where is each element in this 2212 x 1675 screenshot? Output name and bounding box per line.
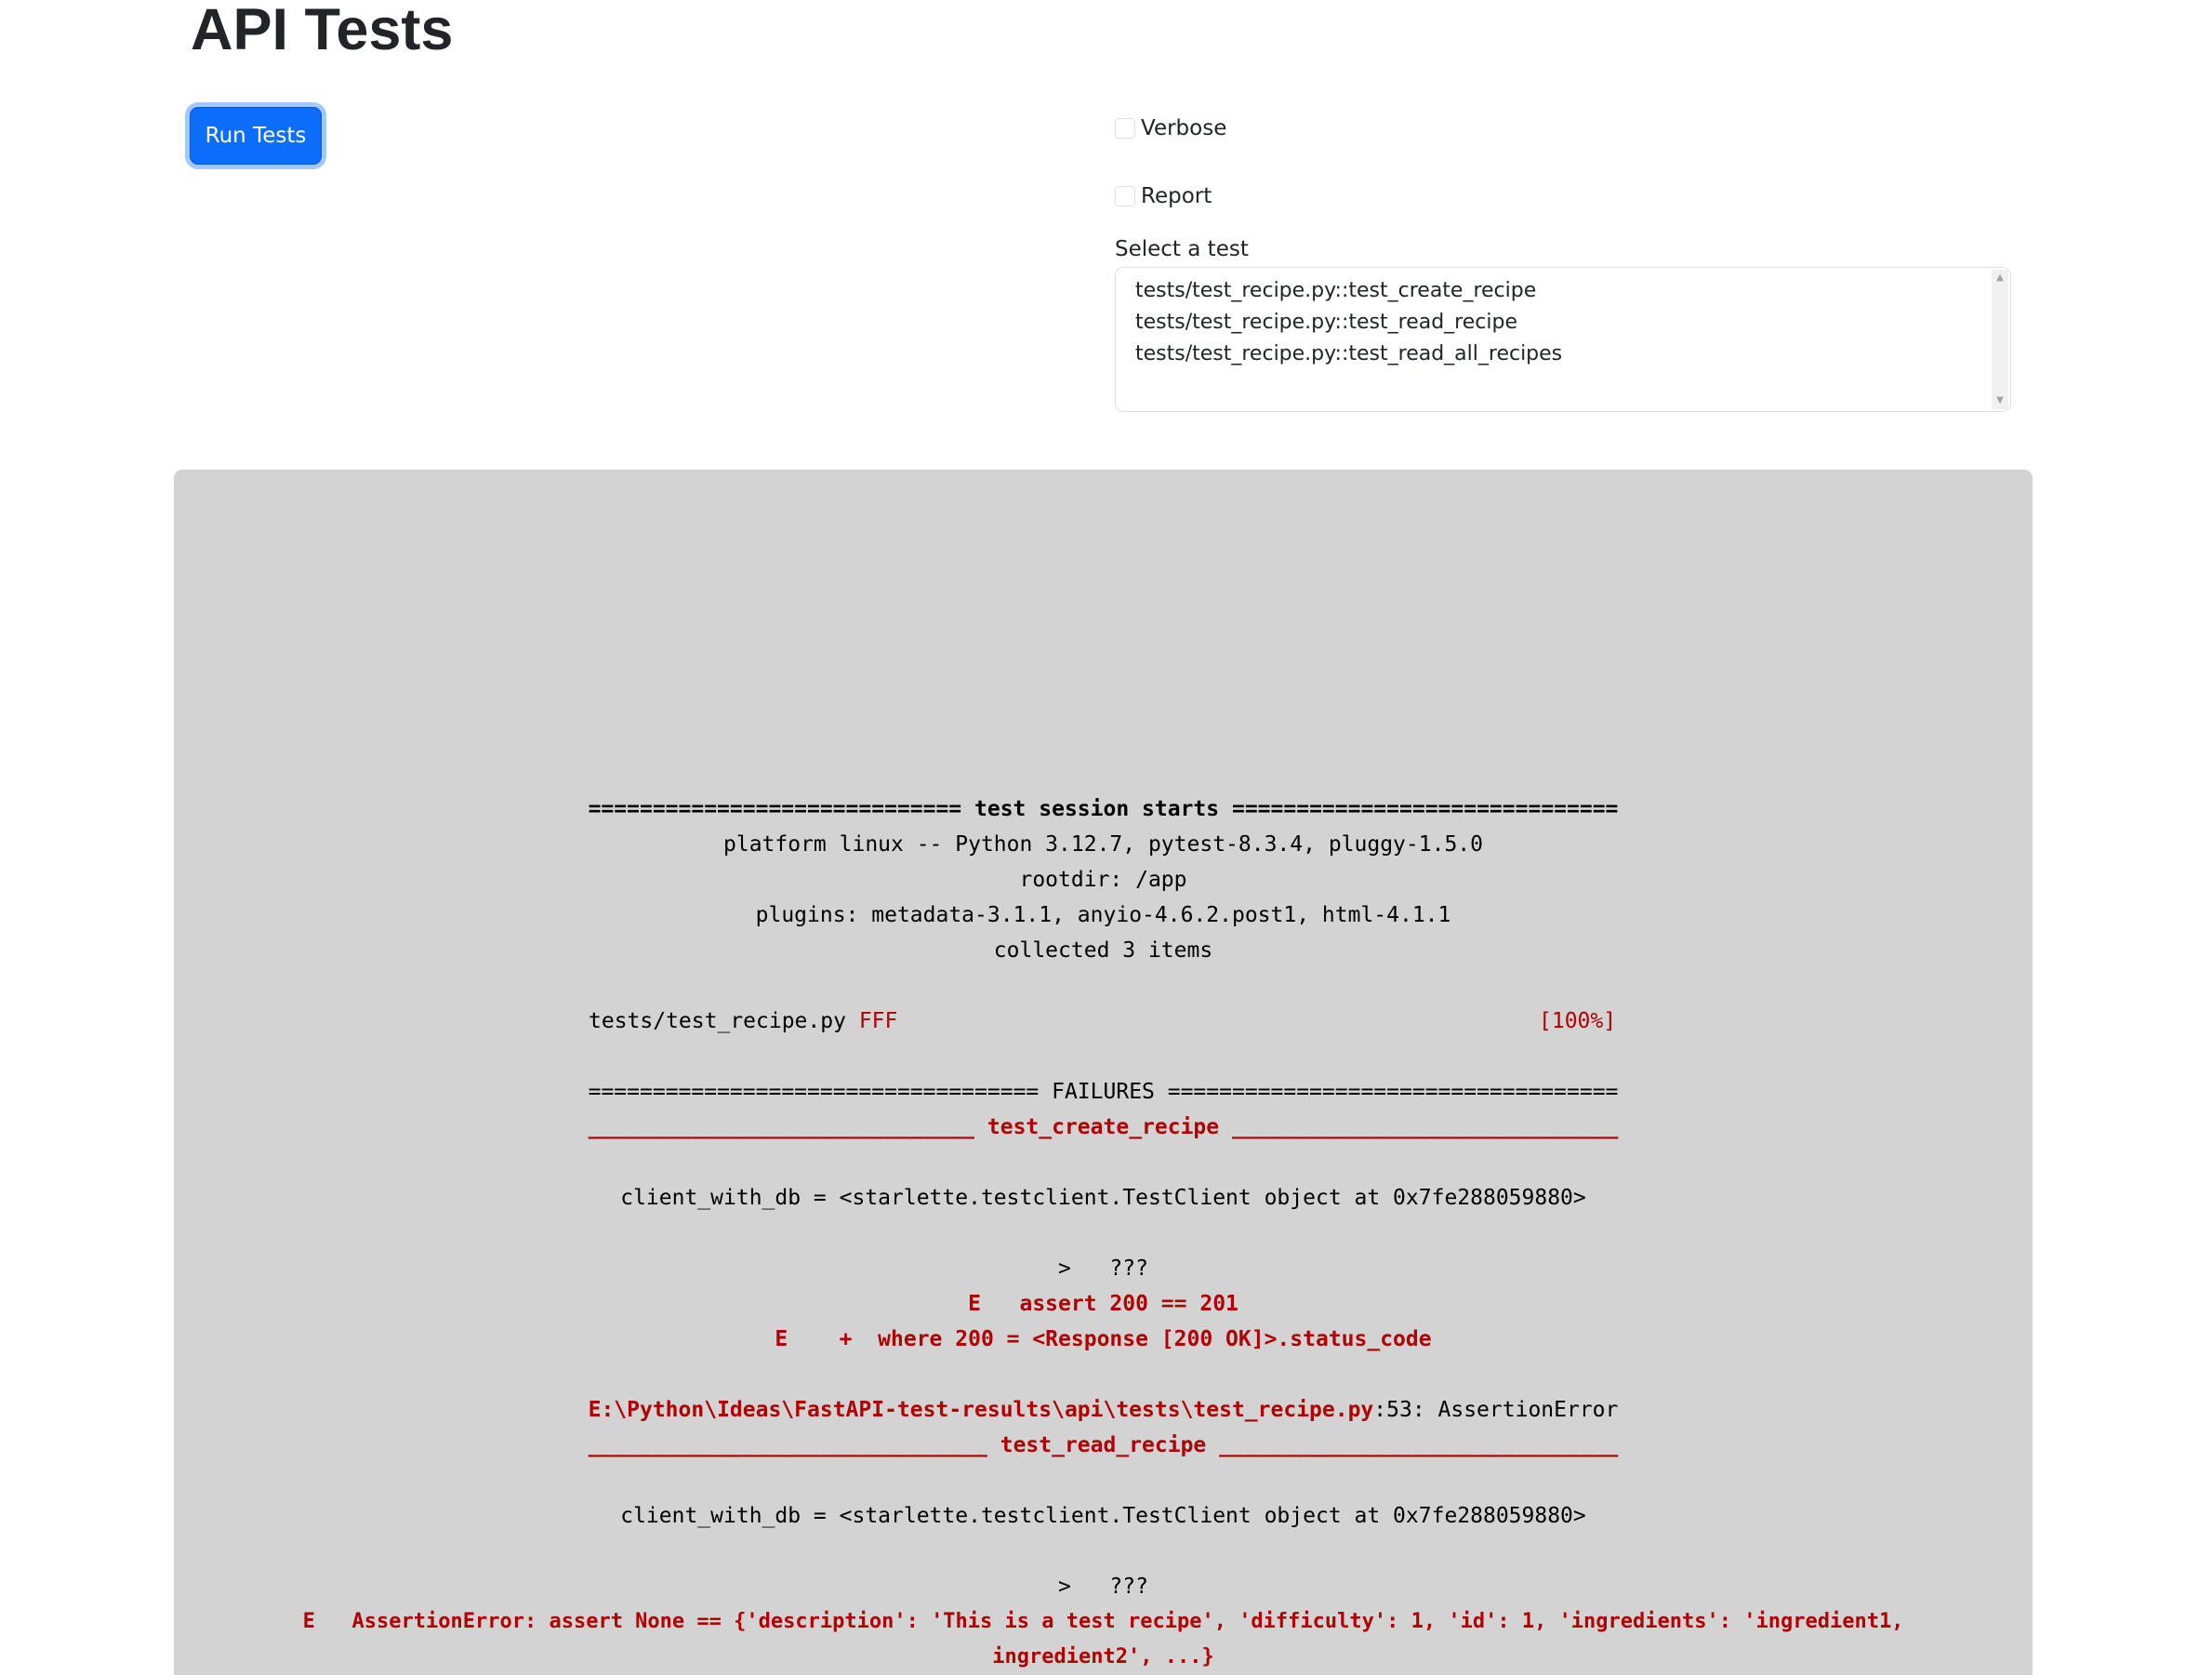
report-option[interactable] [1115,181,1212,211]
scroll-down-arrow-icon[interactable]: ▼ [1996,395,2004,405]
fail2-sep-right: _______________________________ [1219,1433,1619,1457]
page-title: API Tests [191,0,454,62]
test-output-panel [174,470,2033,1675]
collected-line: collected 3 items [993,938,1213,963]
scroll-up-arrow-icon[interactable]: ▲ [1996,273,2004,283]
session-header-line [174,791,2033,827]
fail2-prompt-line: > ??? [1058,1575,1148,1599]
fail1-where-line: E + where 200 = <Response [200 OK]>.status_code [775,1327,1432,1351]
fail1-client-line: client_with_db = <starlette.testclient.TestClient object at 0x7fe288059880> [620,1186,1586,1210]
verbose-option[interactable] [1115,113,1226,143]
select-scrollbar[interactable] [1992,270,2008,409]
rootdir-line: rootdir: /app [1019,868,1187,892]
test-select-list[interactable] [1115,267,2011,412]
fail1-sep-right: ______________________________ [1231,1115,1619,1139]
select-test-label: Select a test [1115,237,1249,261]
plugins-line: plugins: metadata-3.1.1, anyio-4.6.2.post1, html-4.1.1 [755,903,1451,927]
main-container [174,0,2024,1675]
fail1-path-link[interactable]: E:\Python\Ideas\FastAPI-test-results\api\tests\test_recipe.py [588,1398,1374,1422]
result-marks: FFF [858,1009,898,1033]
result-percent: [100%] [1539,1009,1617,1033]
fail1-prompt-line: > ??? [1058,1256,1148,1281]
result-file: tests/test_recipe.py [589,1009,846,1033]
verbose-label[interactable]: Verbose [1141,116,1227,140]
fail1-name: test_create_recipe [987,1115,1220,1139]
fail2-name: test_read_recipe [1000,1433,1207,1457]
fail1-location: :53: AssertionError [1373,1398,1619,1422]
report-label[interactable]: Report [1141,184,1212,208]
fail1-header-line [174,1110,2033,1145]
report-checkbox[interactable] [1115,186,1135,206]
fail2-error-line-1: E AssertionError: assert None == {'description': 'This is a test recipe', 'difficulty': 1, 'id': 1, 'ingredients': 'ingredient1, [302,1610,1904,1633]
test-option-create-recipe[interactable]: tests/test_recipe.py::test_create_recipe [1135,279,1537,302]
platform-line: platform linux -- Python 3.12.7, pytest-8.3.4, pluggy-1.5.0 [723,832,1483,857]
session-header-text: test session starts [974,797,1220,821]
fail1-error-line: E assert 200 == 201 [968,1292,1238,1316]
fail1-location-line [174,1392,2033,1428]
run-tests-button[interactable]: Run Tests [190,107,322,165]
session-header-eq-right: ============================== [1231,797,1619,821]
result-line [589,1004,897,1039]
fail2-error-line-2: ingredient2', ...} [992,1645,1214,1668]
fail1-sep-left: ______________________________ [588,1115,975,1139]
test-option-read-recipe[interactable]: tests/test_recipe.py::test_read_recipe [1135,311,1517,334]
failures-header-line: =================================== FAILURES =================================== [588,1080,1619,1104]
verbose-checkbox[interactable] [1115,118,1135,139]
fail2-sep-left: _______________________________ [588,1433,987,1457]
session-header-eq-left: ============================= [588,797,962,821]
test-option-read-all-recipes[interactable]: tests/test_recipe.py::test_read_all_recipes [1135,342,1563,366]
fail2-header-line [174,1428,2033,1463]
fail2-client-line: client_with_db = <starlette.testclient.TestClient object at 0x7fe288059880> [620,1504,1586,1528]
